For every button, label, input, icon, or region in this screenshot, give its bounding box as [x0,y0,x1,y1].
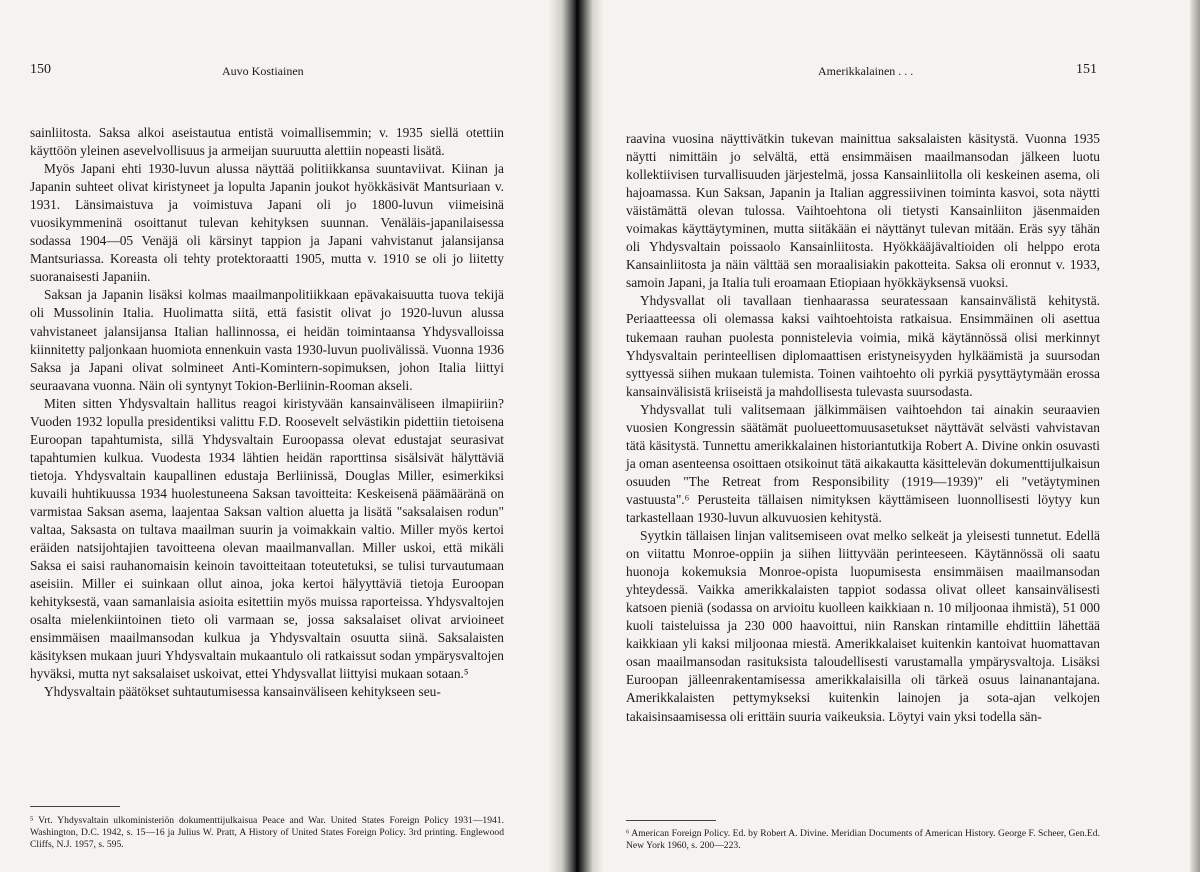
page-edge [1190,0,1200,872]
paragraph: Miten sitten Yhdysvaltain hallitus reagoi kiristyvään kansainväliseen ilmapiiriin? Vuoden 1932 lopulla presidentiksi valittu F.D. Roosevelt selvästikin pidettiin tietoisena Euroopan tapahtumista, sillä Yhdysvaltain Euroopassa olevat edustajat seurasivat tapahtumien kulkua. Vuodesta 1934 lähtien heidän raporttinsa sisälsivät hälyttäviä tietoja. Yhdysvaltain kaupallinen edustaja Berliinissä, Douglas Miller, esimerkiksi kuvaili huhtikuussa 1934 huolestuneena Saksan tavoitteita: Keskeisenä päämääränä on varmistaa Saksan asema, laajentaa Saksan valtion aluetta ja lisätä "saksalaisen rodun" valtaa, Saksasta on tultava maailman suurin ja voimakkain valtio. Miller myös kertoi eräiden natsijohtajien tavoitteena olevan maailmanvallan. Miller uskoi, että mikäli Saksa ei saisi rauhanomaisin keinoin tavoitteitaan toteutetuksi, se tulisi turvautumaan aseisiin. Miller ei suinkaan ollut ainoa, joka kertoi hälyyttäviä tietoja Euroopan kehityksestä, vaan samanlaisia asioita esitettiin myös muissa raporteissa. Yhdysvaltojen osalta mielenkiintoinen tieto oli varmaan se, jossa saksalaiset olivat arvioineet ensimmäisen maailmansodan kulkua ja Yhdysvaltain osuutta siinä. Saksalaisten käsityksen mukaan juuri Yhdysvaltain mukaantulo oli ratkaissut sodan ympärysvaltojen hyväksi, mutta nyt saksalaiset uskoivat, ettei Yhdysvallat liittyisi mukaan sotaan.⁵ [30,395,504,682]
footnote-rule [626,820,716,821]
footnote-rule [30,806,120,807]
paragraph: Myös Japani ehti 1930-luvun alussa näyttää politiikkansa suuntaviivat. Kiinan ja Japanin suhteet olivat kiristyneet ja lopulta Japanin joukot hyökkäsivät Mantsuriaan v. 1931. Länsimaistuva ja voimistuva Japani oli jo 1800-luvun viimeisinä vuosikymmeninä osoittanut tulevan kehityksen suunnan. Venäläis-japanilaisessa sodassa 1904—05 Venäjä oli kärsinyt tappion ja Japani vahvistanut jalansijansa Mantsuriassa. Koreasta oli tehty protektoraatti 1905, mutta v. 1910 se oli jo liitetty suoranaisesti Japaniin. [30,161,504,285]
left-page-body [30,124,504,702]
paragraph: Yhdysvaltain päätökset suhtautumisessa kansainväliseen kehitykseen seu- [44,684,441,700]
paragraph: Yhdysvallat tuli valitsemaan jälkimmäisen vaihtoehdon tai ainakin seuraavien vuosien Kongressin säätämät puolueettomuusasetukset näyttävät selvästi vahvistavan tätä käsitystä. Tunnettu amerikkalainen historiantutkija Robert A. Divine onkin osuvasti ja oman asenteensa osoittaen otsikoinut tätä aikakautta käsittelevän dokumenttijulkaisun osuuden "The Retreat from Responsibility (1919—1939)" eli "vetäytyminen vastuusta".⁶ Perusteita tällaisen nimityksen käyttämiseen luonnollisesti löytyy kun tarkastellaan 1930-luvun alkuvuosien kehitystä. [626,401,1100,525]
footnote-text: ⁶ American Foreign Policy. Ed. by Robert A. Divine. Meridian Documents of American History. George F. Scheer, Gen.Ed. New York 1960, s. 200—223. [626,828,1100,851]
footnote-text: ⁵ Vrt. Yhdysvaltain ulkoministeriön dokumenttijulkaisua Peace and War. United States Foreign Policy 1931—1941. Washington, D.C. 1942, s. 15—16 ja Julius W. Pratt, A History of United States Foreign Policy. 3rd printing. Englewood Cliffs, N.J. 1957, s. 595. [30,815,504,850]
footnote [626,828,1100,852]
right-page-body [626,130,1100,726]
page-number: 150 [30,62,51,77]
paragraph: Syytkin tällaisen linjan valitsemiseen ovat melko selkeät ja yleisesti tunnetut. Edellä on viitattu Monroe-oppiin ja siihen liittyvään perinteeseen. Käytännössä oli saatu huonoja kokemuksia Monroe-opista luopumisesta ensimmäisen maailmansodan yhteydessä. Vaikka amerikkalaisten tappiot sodassa olivat olleet kansainvälisesti katsoen pieniä (sodassa on arvioitu kuolleen kaikkiaan n. 10 miljoonaa ihmistä), 51 000 kuoli taisteluissa ja 230 000 haavoittui, niin Ranskan rintamille ehdittiin lähettää kaikkiaan yli kaksi miljoonaa miestä. Amerikkalaiset kuitenkin kantoivat huomattavan osan maailmansodan rasituksista taloudellisesti varustamalla ympärysvaltoja. Lisäksi Euroopan jälleenrakentamisessa amerikkalaisilla oli tärkeä osuus lainanantajana. Amerikkalaisten pettymykseksi kuitenkin lainojen ja sota-ajan velkojen takaisinsaamisessa oli erittäin suuria vaikeuksia. Löytyi vain yksi todella sän- [626,528,1100,724]
paragraph: Saksan ja Japanin lisäksi kolmas maailmanpolitiikkaan epävakaisuutta tuova tekijä oli Mussolinin Italia. Huolimatta siitä, että fasistit olivat jo 1920-luvun alussa vahvistaneet jalansijansa Italian hallinnossa, ei heidän toimintaansa Yhdysvalloissa kiinnitetty paljonkaan huomiota ennenkuin vasta 1930-luvun puolivälissä. Vuonna 1936 Saksa ja Japani olivat solmineet Anti-Komintern-sopimuksen, johon Italia liittyi seuraavana vuonna. Näin oli syntynyt Tokion-Berliinin-Rooman akseli. [30,287,504,393]
paragraph: Yhdysvallat oli tavallaan tienhaarassa seuratessaan kansainvälistä kehitystä. Periaatteessa oli olemassa kaksi vaihtoehtoista ratkaisua. Ensimmäinen oli asettua tukemaan rauhan puolesta ponnistelevia voimia, mikä käytännössä olisi merkinnyt Yhdysvaltain perinteellisen diplomaattisen eristyneisyyden hylkäämistä ja suursodan syttyessä siihen mukaan tulemista. Toinen vaihtoehto oli pyrkiä pysyttäytymään erossa kansainvälisistä kriiseistä ja mahdollisesta tulevasta suursodasta. [626,293,1100,399]
running-head: Auvo Kostiainen [222,64,304,78]
paragraph: sainliitosta. Saksa alkoi aseistautua entistä voimallisemmin; v. 1935 siellä otettiin käyttöön yleinen asevelvollisuus ja armeijan suuruutta alettiin nopeasti lisätä. [30,125,504,159]
page-number: 151 [1076,62,1097,77]
running-head: Amerikkalainen . . . [818,64,914,78]
paragraph: raavina vuosina näyttivätkin tukevan mainittua saksalaisten käsitystä. Vuonna 1935 näytti nimittäin jo selvältä, että ensimmäisen maailmansodan jälkeen luotu kollektiivisen turvallisuuden järjestelmä, jossa Kansainliitolla oli keskeinen asema, oli hajoamassa. Kun Saksan, Japanin ja Italian aggressiivinen toiminta kasvoi, sota näytti väistämättä olevan tulossa. Vaihtoehtona oli tietysti Kansainliiton jäsenmaiden voimakas käyttäytyminen, mutta siitäkään ei näyttänyt tulevan mitään. Eräs syy tähän oli Yhdysvaltain poissaolo Kansainliitosta. Hyökkääjävaltioiden oli helppo erota Kansainliitosta ja näin välttää sen moraalisiakin pakotteita. Saksa oli eronnut v. 1933, samoin Japani, ja Italia tuli eroamaan Etiopiaan hyökkäyksensä vuoksi. [626,131,1100,291]
book-gutter [548,0,604,872]
footnote [30,815,504,851]
